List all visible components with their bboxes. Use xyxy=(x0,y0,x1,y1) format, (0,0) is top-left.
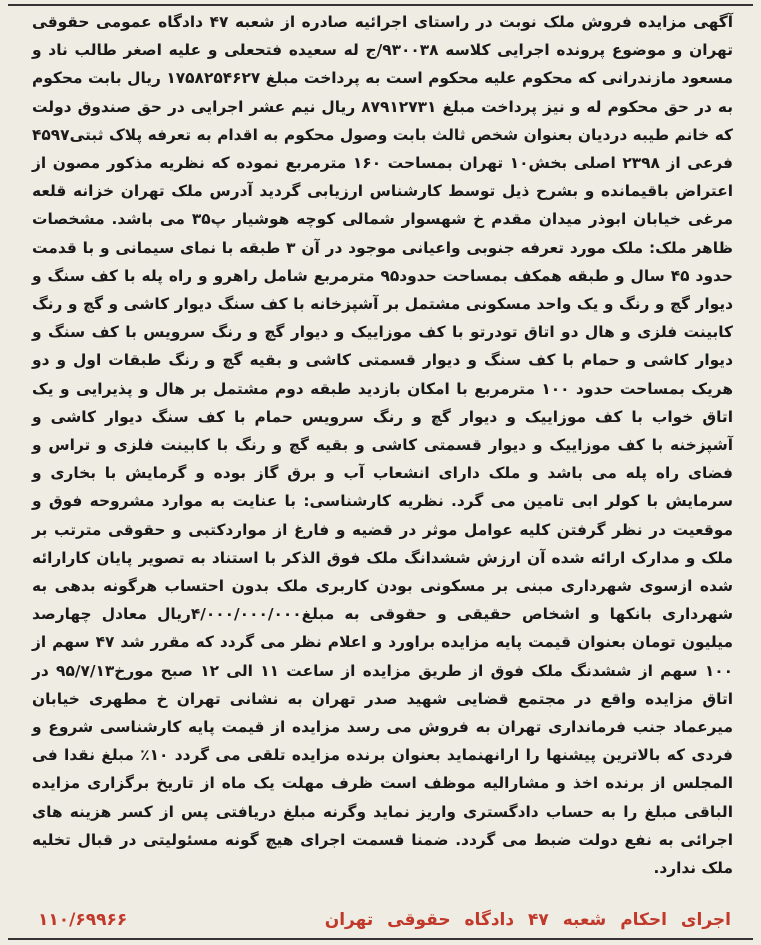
reference-number: ۱۱۰/۶۹۹۶۶ xyxy=(38,910,128,930)
notice-body xyxy=(8,6,753,882)
auction-notice xyxy=(8,4,753,940)
notice-paragraph: آگهی مزایده فروش ملک نوبت در راستای اجرائیه صادره از شعبه ۴۷ دادگاه عمومی حقوقی تهران و موضوع پرونده اجرایی کلاسه ۹۳۰۰۳۸/ج له سعیده فتحعلی و علیه اصغر طالب ناد و مسعود مازندرانی که محکوم علیه محکوم است به پرداخت مبلغ ۱۷۵۸۲۵۴۶۲۷ ریال بابت محکوم به در حق محکوم له و نیز پرداخت مبلغ ۸۷۹۱۲۷۳۱ ریال نیم عشر اجرایی در حق صندوق دولت که خانم طیبه دردیان بعنوان شخص ثالث بابت وصول محکوم به اقدام به تعرفه پلاک ثبتی۴۵۹۷ فرعی از ۲۳۹۸ اصلی بخش۱۰ تهران بمساحت ۱۶۰ مترمربع نموده که نظریه مذکور مصون از اعتراض باقیمانده و بشرح ذیل توسط کارشناس ارزیابی گردید آدرس ملک تهران خزانه قلعه مرغی خیابان ابوذر میدان مقدم خ شهسوار شمالی کوچه هوشیار پ۳۵ می باشد. مشخصات ظاهر ملک: ملک مورد تعرفه جنوبی واعیانی موجود در آن ۳ طبقه با نمای سیمانی و با قدمت حدود ۴۵ سال و طبقه همکف بمساحت حدود۹۵ مترمربع شامل راهرو و راه پله با کف سنگ و دیوار گچ و رنگ و یک واحد مسکونی مشتمل بر آشپزخانه با کف سنگ دیوار کاشی و گچ و رنگ کابینت فلزی و هال دو اتاق تودرتو با کف موزاییک و دیوار گچ و رنگ سرویس با کف سنگ و دیوار کاشی و حمام با کف سنگ و دیوار قسمتی کاشی و بقیه گچ و رنگ طبقات اول و دو هریک بمساحت حدود ۱۰۰ مترمربع با امکان بازدید طبقه دوم مشتمل بر هال و پذیرایی و یک اتاق خواب با کف موزاییک و دیوار گچ و رنگ سرویس حمام با کف سنگ دیوار کاشی و آشپزخنه با کف موزاییک و دیوار قسمتی کاشی و بقیه گچ و رنگ با کابینت فلزی و تراس و فضای راه پله می باشد و ملک دارای انشعاب آب و برق گاز بوده و گرمایش با بخاری و سرمایش با کولر ابی تامین می گرد. نظریه کارشناسی: با عنایت به موارد مشروحه فوق و موقعیت در نظر گرفتن کلیه عوامل موثر در قضیه و فارغ از مواردکتبی و حقوقی مترتب بر ملک و مدارک ارائه شده آن ارزش ششدانگ ملک فوق الذکر با استناد به تصویر پایان کارارائه شده ازسوی شهرداری مبنی بر مسکونی بودن کاربری ملک بدون احتساب هرگونه بدهی به شهرداری بانکها و اشخاص حقیقی و حقوقی به مبلغ۴/۰۰۰/۰۰۰/۰۰۰ریال معادل چهارصد میلیون تومان بعنوان قیمت پایه مزایده براورد و اعلام نظر می گردد که مقرر شد ۴۷ سهم از ۱۰۰ سهم از ششدنگ ملک فوق از طریق مزایده از ساعت ۱۱ الی ۱۲ صبح مورخ۹۵/۷/۱۳ در اتاق مزایده واقع در مجتمع قضایی شهید صدر تهران به نشانی تهران خ مطهری خیابان میرعماد جنب فرمانداری تهران به فروش می رسد مزایده از قیمت پایه کارشناسی شروع و فردی که بالاترین پیشنها را ارانهنماید بعنوان برنده مزایده تلقی می گردد ۱۰٪ مبلغ نقدا فی المجلس از برنده اخذ و مشارالیه موظف است ظرف مهلت یک ماه از تاریخ برگزاری مزایده الباقی مبلغ را به حساب دادگستری واریز نماید وگرنه مبلغ دریافتی پس از کسر هزینه های اجرائی به نفع دولت ضبط می گردد. ضمنا قسمت اجرای هیچ گونه مسئولیتی در قبال تخلیه ملک ندارد. xyxy=(32,13,734,878)
signature-row xyxy=(8,910,753,930)
issuer-signature: اجرای احکام شعبه ۴۷ دادگاه حقوقی تهران xyxy=(324,910,731,930)
